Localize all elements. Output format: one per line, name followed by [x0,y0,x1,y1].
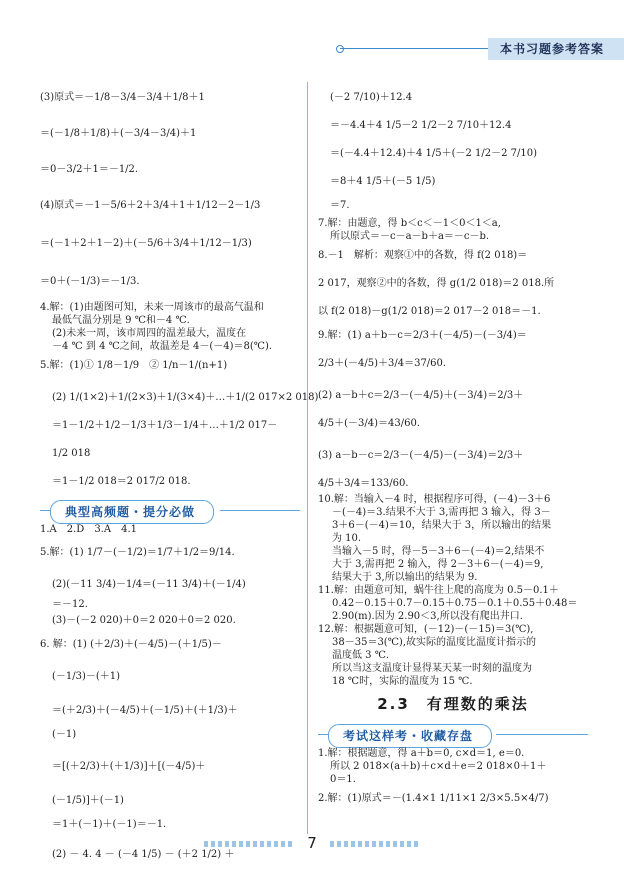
footer-dots-left [204,841,294,847]
b5-line4: (3)－(－2 020)＋0＝2 020＋0＝2 020. [52,615,236,626]
header-rule [340,48,488,49]
banner-line-right [496,734,588,735]
r2-line1: 2.解：(1)原式＝－(1.4×1 1/11×1 2/3×5.5×4/7) [318,792,549,804]
b6-line1: 6. 解：(1) (＋2/3)＋(－4/5)－(＋1/5)－ [40,639,222,650]
q12-line1: 12.解：根据题意可知，(－12)－(－15)＝3(℃), [318,624,534,635]
column-divider [307,82,308,834]
b5-line3: ＝－12. [52,599,88,610]
q4-line4: －4 ℃ 到 4 ℃之间，故温差是 4－(－4)＝8(℃). [52,341,273,352]
q9-line1: 9.解：(1) a＋b－c＝2/3＋(－4/5)－(－3/4)＝ [318,330,527,341]
left-b5-block [40,537,300,629]
q9-line5: (3) a－b－c＝2/3－(－4/5)－(－3/4)＝2/3＋ [318,450,524,461]
b6-line3: ＝(＋2/3)＋(－4/5)＋(－1/5)＋(＋1/3)＋ [52,705,238,716]
left-q5-block [40,354,319,494]
right-column [318,88,588,806]
c1-line1: (－2 7/10)＋12.4 [330,92,413,103]
right-c1-block [318,88,588,218]
q8-line3: 以 f(2 018)－g(1/2 018)＝2 017－2 018＝－1. [318,306,541,317]
q12-line4: 所以当这支温度计显得某天某一时刻的温度为 [332,663,532,674]
banner-line-left [318,734,328,735]
c1-line3: ＝(－4.4＋12.4)＋4 1/5＋(－2 1/2－2 7/10) [330,148,538,159]
b5-line2: (2)(－11 3/4)－1/4＝(－11 3/4)＋(－1/4) [52,579,246,590]
left-b6-block [40,629,300,865]
q10-line6: 大于 3,需再把 2 输入，得 2－3＋6－(－4)＝9, [332,559,544,570]
left-column [40,88,319,865]
r1-line1: 1.解：根据题意，得 a＋b＝0, c×d＝1, e＝0. [318,747,525,759]
q9-line6: 4/5＋3/4＝133/60. [318,478,409,489]
r1-line2: 所以 2 018×(a＋b)＋c×d＋e＝2 018×0＋1＋ [330,760,547,772]
section-title-2-3: 2.3 有理数的乘法 [377,695,529,713]
q4-line3: (2)未来一周，该市周四的温差最大，温度在 [52,328,247,339]
left-banner-row [40,494,300,524]
b6-line6: (－1/5)]＋(－1) [52,795,124,806]
section-banner-frequent: 典型高频题・提分必做 [50,500,214,524]
c1-line2: ＝－4.4＋4 1/5－2 1/2－2 7/10＋12.4 [330,120,512,131]
q11-line2: 0.42－0.15＋0.7－0.15＋0.75－0.1＋0.55＋0.48＝ [332,598,578,609]
right-q8-block [318,244,588,322]
q11-line3: 2.90(m).因为 2.90＜3,所以没有爬出井口. [332,611,523,622]
q11-line1: 11.解：由题意可知，蜗牛往上爬的高度为 0.5－0.1＋ [318,585,559,596]
right-q9-block [318,322,588,494]
p4-line3: ＝0＋(－1/3)＝－1/3. [40,276,140,287]
q4-line2: 最低气温分别是 9 ℃和－4 ℃. [52,315,190,326]
p3-line3: ＝0－3/2＋1＝－1/2. [40,164,139,175]
q5-line2: (2) 1/(1×2)＋1/(2×3)＋1/(3×4)＋…＋1/(2 017×2 018) [52,392,319,403]
b5-line1: 5.解：(1) 1/7－(－1/2)＝1/7＋1/2＝9/14. [40,547,235,558]
header-ornament-dot [336,45,344,53]
q8-line1: 8.－1 解析：观察①中的各数，得 f(2 018)＝ [318,250,528,261]
page-number: 7 [307,834,317,852]
b6-line5: ＝[(＋2/3)＋(＋1/3)]＋[(－4/5)＋ [52,761,206,772]
section-banner-exam: 考试这样考・收藏存盘 [328,724,492,748]
q12-line3: 温度低 3 ℃. [332,650,390,661]
left-p4-block [40,190,300,302]
q12-line5: 18 ℃时，实际的温度为 15 ℃. [332,676,473,687]
q10-line4: 为 10. [332,533,362,544]
page-footer [0,834,624,856]
q9-line2: 2/3＋(－4/5)＋3/4＝37/60. [318,358,447,369]
p3-line2: ＝(－1/8＋1/8)＋(－3/4－3/4)＋1 [40,128,197,139]
q12-line2: 38－35＝3(℃),故实际的温度比温度计指示的 [332,637,536,648]
p3-line1: (3)原式＝－1/8－3/4－3/4＋1/8＋1 [40,92,205,103]
c1-line4: ＝8＋4 1/5＋(－5 1/5) [330,176,436,187]
q5-line4: 1/2 018 [52,448,91,459]
b6-line7: ＝1＋(－1)＋(－1)＝－1. [52,819,167,830]
q10-line5: 当输入－5 时，得－5－3＋6－(－4)＝2,结果不 [332,546,545,557]
b6-line8: (2) － 4. 4 － (－4 1/5) － (＋2 1/2) ＋ [52,849,235,860]
r1-line3: 0＝1. [330,773,356,785]
q9-line3: (2) a－b＋c＝2/3－(－4/5)＋(－3/4)＝2/3＋ [318,390,524,401]
q10-line3: 3＋6－(－4)＝10，结果大于 3，所以输出的结果 [332,520,552,531]
p4-line2: ＝(－1＋2＋1－2)＋(－5/6＋3/4＋1/12－1/3) [40,238,252,249]
p4-line1: (4)原式＝－1－5/6＋2＋3/4＋1＋1/12－2－1/3 [40,200,261,211]
q7-line1: 7.解：由题意，得 b＜c＜－1＜0＜1＜a, [318,218,501,229]
q4-line1: 4.解：(1)由题图可知，未来一周该市的最高气温和 [40,302,264,313]
c1-line5: ＝7. [330,200,350,211]
header-title: 本书习题参考答案 [488,38,624,60]
banner-line-left [40,510,50,511]
footer-dots-right [330,841,420,847]
q7-line2: 所以原式＝－c－a－b＋a＝－c－b. [330,231,490,242]
right-banner-row [318,718,588,748]
q8-line2: 2 017，观察②中的各数，得 g(1/2 018)＝2 018.所 [318,278,555,289]
q10-line1: 10.解：当输入－4 时，根据程序可得，(－4)－3＋6 [318,494,551,505]
banner-line-right [220,510,300,511]
q5-line3: ＝1－1/2＋1/2－1/3＋1/3－1/4＋…＋1/2 017－ [52,420,278,431]
b6-line2: (－1/3)－(＋1) [52,671,121,682]
q10-line2: －(－4)＝3.结果不大于 3,需再把 3 输入，得 3－ [332,507,551,518]
q10-line7: 结果大于 3,所以输出的结果为 9. [332,572,478,583]
q5-line1: 5.解：(1)① 1/8－1/9 ② 1/n－1/(n+1) [40,360,228,371]
b6-line4: (－1) [52,729,77,740]
q5-line5: ＝1－1/2 018＝2 017/2 018. [52,476,191,487]
b-answers-1-4: 1.A 2.D 3.A 4.1 [40,524,137,535]
left-p3-block [40,88,300,190]
q9-line4: 4/5＋(－3/4)＝43/60. [318,418,420,429]
